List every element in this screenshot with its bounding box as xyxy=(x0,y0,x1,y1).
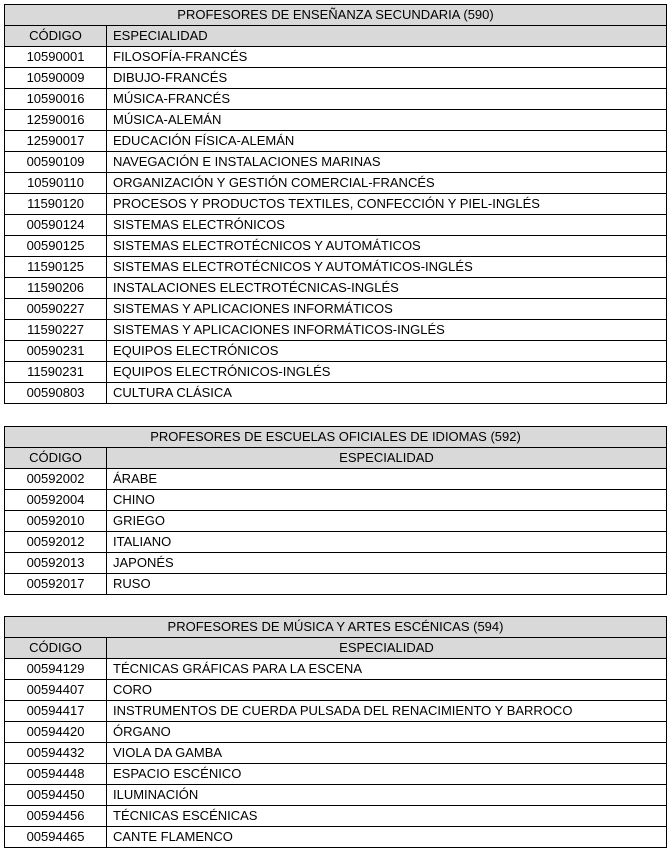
code-cell: 11590231 xyxy=(5,362,107,383)
table-row xyxy=(5,764,667,785)
table-row xyxy=(5,89,667,110)
table-row xyxy=(5,701,667,722)
specialty-cell: CANTE FLAMENCO xyxy=(107,827,667,848)
specialty-cell: ITALIANO xyxy=(107,532,667,553)
specialty-cell: MÚSICA-ALEMÁN xyxy=(107,110,667,131)
table-row xyxy=(5,806,667,827)
specialty-cell: TÉCNICAS GRÁFICAS PARA LA ESCENA xyxy=(107,659,667,680)
specialty-cell: SISTEMAS ELECTRÓNICOS xyxy=(107,215,667,236)
specialty-cell: EDUCACIÓN FÍSICA-ALEMÁN xyxy=(107,131,667,152)
specialty-cell: NAVEGACIÓN E INSTALACIONES MARINAS xyxy=(107,152,667,173)
table-row xyxy=(5,511,667,532)
specialty-cell: ÁRABE xyxy=(107,469,667,490)
code-cell: 00592004 xyxy=(5,490,107,511)
table-row xyxy=(5,574,667,595)
code-cell: 00592017 xyxy=(5,574,107,595)
table-row xyxy=(5,236,667,257)
code-cell: 11590206 xyxy=(5,278,107,299)
code-cell: 11590227 xyxy=(5,320,107,341)
code-cell: 00590803 xyxy=(5,383,107,404)
code-cell: 10590009 xyxy=(5,68,107,89)
table-secundaria xyxy=(4,4,667,404)
code-cell: 00594448 xyxy=(5,764,107,785)
code-cell: 00594465 xyxy=(5,827,107,848)
specialty-cell: MÚSICA-FRANCÉS xyxy=(107,89,667,110)
table-row xyxy=(5,362,667,383)
code-cell: 00592002 xyxy=(5,469,107,490)
column-header-code: CÓDIGO xyxy=(5,638,107,659)
table-body xyxy=(5,469,667,595)
code-cell: 00590231 xyxy=(5,341,107,362)
table-body xyxy=(5,659,667,848)
table-row xyxy=(5,110,667,131)
table-row xyxy=(5,785,667,806)
specialty-cell: SISTEMAS Y APLICACIONES INFORMÁTICOS-INGLÉS xyxy=(107,320,667,341)
code-cell: 12590016 xyxy=(5,110,107,131)
table-row xyxy=(5,152,667,173)
specialty-cell: PROCESOS Y PRODUCTOS TEXTILES, CONFECCIÓN Y PIEL-INGLÉS xyxy=(107,194,667,215)
table-row xyxy=(5,383,667,404)
specialty-cell: SISTEMAS ELECTROTÉCNICOS Y AUTOMÁTICOS-INGLÉS xyxy=(107,257,667,278)
code-cell: 00594450 xyxy=(5,785,107,806)
code-cell: 00590125 xyxy=(5,236,107,257)
table-row xyxy=(5,299,667,320)
table-title: PROFESORES DE ESCUELAS OFICIALES DE IDIOMAS (592) xyxy=(5,427,667,448)
code-cell: 10590110 xyxy=(5,173,107,194)
table-row xyxy=(5,722,667,743)
specialty-cell: GRIEGO xyxy=(107,511,667,532)
table-row xyxy=(5,680,667,701)
code-cell: 00594432 xyxy=(5,743,107,764)
code-cell: 00594417 xyxy=(5,701,107,722)
column-header-specialty: ESPECIALIDAD xyxy=(107,448,667,469)
table-row xyxy=(5,532,667,553)
specialty-cell: SISTEMAS ELECTROTÉCNICOS Y AUTOMÁTICOS xyxy=(107,236,667,257)
table-row xyxy=(5,278,667,299)
code-cell: 00592013 xyxy=(5,553,107,574)
specialty-cell: FILOSOFÍA-FRANCÉS xyxy=(107,47,667,68)
table-row xyxy=(5,173,667,194)
code-cell: 11590120 xyxy=(5,194,107,215)
table-row xyxy=(5,341,667,362)
table-row xyxy=(5,659,667,680)
code-cell: 00594456 xyxy=(5,806,107,827)
table-row xyxy=(5,47,667,68)
code-cell: 10590016 xyxy=(5,89,107,110)
table-row xyxy=(5,194,667,215)
specialty-cell: SISTEMAS Y APLICACIONES INFORMÁTICOS xyxy=(107,299,667,320)
table-title: PROFESORES DE MÚSICA Y ARTES ESCÉNICAS (594) xyxy=(5,617,667,638)
table-row xyxy=(5,320,667,341)
specialty-cell: INSTRUMENTOS DE CUERDA PULSADA DEL RENACIMIENTO Y BARROCO xyxy=(107,701,667,722)
table-row xyxy=(5,68,667,89)
table-row xyxy=(5,743,667,764)
table-title: PROFESORES DE ENSEÑANZA SECUNDARIA (590) xyxy=(5,5,667,26)
table-idiomas xyxy=(4,426,667,595)
column-header-specialty: ESPECIALIDAD xyxy=(107,26,667,47)
specialty-cell: ILUMINACIÓN xyxy=(107,785,667,806)
specialty-cell: EQUIPOS ELECTRÓNICOS-INGLÉS xyxy=(107,362,667,383)
specialty-cell: INSTALACIONES ELECTROTÉCNICAS-INGLÉS xyxy=(107,278,667,299)
code-cell: 10590001 xyxy=(5,47,107,68)
column-header-specialty: ESPECIALIDAD xyxy=(107,638,667,659)
table-row xyxy=(5,490,667,511)
specialty-cell: CHINO xyxy=(107,490,667,511)
table-row xyxy=(5,469,667,490)
table-body xyxy=(5,47,667,404)
column-header-code: CÓDIGO xyxy=(5,448,107,469)
code-cell: 00592010 xyxy=(5,511,107,532)
specialty-cell: RUSO xyxy=(107,574,667,595)
code-cell: 00594420 xyxy=(5,722,107,743)
column-header-code: CÓDIGO xyxy=(5,26,107,47)
table-musica xyxy=(4,616,667,848)
specialty-cell: ÓRGANO xyxy=(107,722,667,743)
table-row xyxy=(5,827,667,848)
table-row xyxy=(5,131,667,152)
specialty-cell: CULTURA CLÁSICA xyxy=(107,383,667,404)
code-cell: 00590227 xyxy=(5,299,107,320)
specialty-cell: ESPACIO ESCÉNICO xyxy=(107,764,667,785)
table-row xyxy=(5,215,667,236)
specialty-cell: ORGANIZACIÓN Y GESTIÓN COMERCIAL-FRANCÉS xyxy=(107,173,667,194)
code-cell: 00594407 xyxy=(5,680,107,701)
specialty-cell: JAPONÉS xyxy=(107,553,667,574)
specialty-cell: TÉCNICAS ESCÉNICAS xyxy=(107,806,667,827)
code-cell: 00592012 xyxy=(5,532,107,553)
specialty-cell: DIBUJO-FRANCÉS xyxy=(107,68,667,89)
specialty-cell: EQUIPOS ELECTRÓNICOS xyxy=(107,341,667,362)
code-cell: 00594129 xyxy=(5,659,107,680)
code-cell: 12590017 xyxy=(5,131,107,152)
specialty-cell: VIOLA DA GAMBA xyxy=(107,743,667,764)
code-cell: 00590109 xyxy=(5,152,107,173)
code-cell: 00590124 xyxy=(5,215,107,236)
specialty-cell: CORO xyxy=(107,680,667,701)
code-cell: 11590125 xyxy=(5,257,107,278)
table-row xyxy=(5,553,667,574)
table-row xyxy=(5,257,667,278)
